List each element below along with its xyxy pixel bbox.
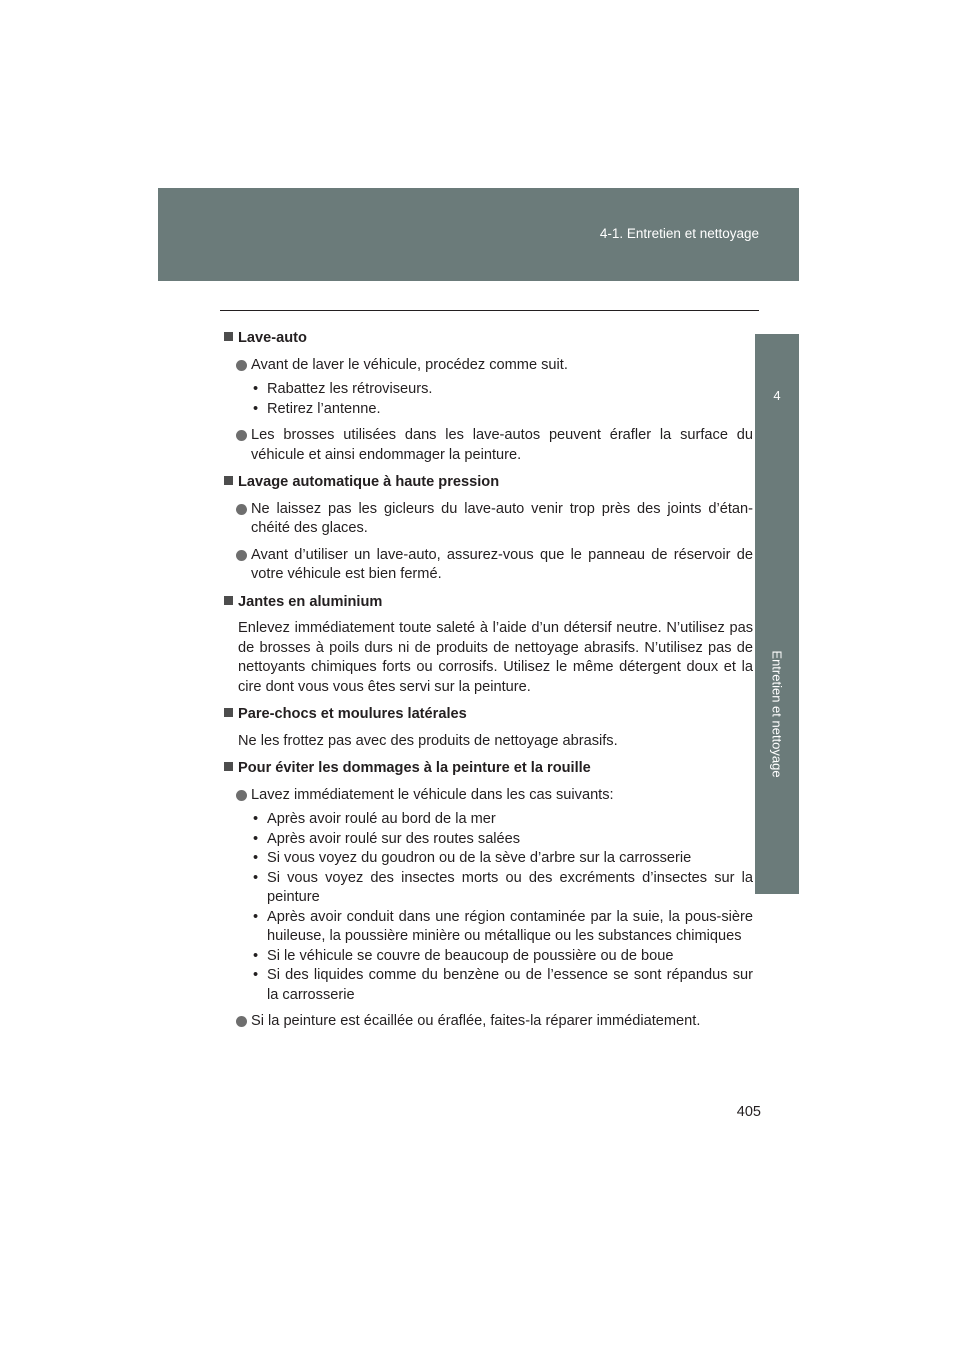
sub-list-item: • Rabattez les rétroviseurs. xyxy=(253,381,433,397)
page-content xyxy=(224,329,753,1040)
circle-bullet-item: Lavez immédiatement le véhicule dans les cas suivants: xyxy=(224,786,753,806)
chapter-title-vertical: Entretien et nettoyage xyxy=(769,650,785,778)
circle-bullet-icon xyxy=(236,430,247,441)
sub-list-item: • Si des liquides comme du benzène ou de l’essence se sont répandus sur la carrosserie xyxy=(253,967,753,1003)
section-dommages xyxy=(224,759,753,1032)
body-paragraph: Enlevez immédiatement toute saleté à l’aide d’un détersif neutre. N’utilisez pas de brosses à poils durs ni de produits de nettoyage abrasifs. N’utilisez pas de nettoyants chimiques forts ou corrosifs. Utilisez le même détergent doux et la cire dont vous vous êtes servi sur la peinture. xyxy=(238,620,753,695)
section-heading: Lavage automatique à haute pression xyxy=(224,473,753,493)
square-bullet-icon xyxy=(224,476,233,485)
sub-list-item: • Après avoir conduit dans une région contaminée par la suie, la pous-sière huileuse, la poussière minière ou métallique ou les substances chimiques xyxy=(253,908,753,944)
section-heading: Pare-chocs et moulures latérales xyxy=(224,705,753,725)
square-bullet-icon xyxy=(224,596,233,605)
sub-list-item: • Si le véhicule se couvre de beaucoup de poussière ou de boue xyxy=(253,947,674,964)
header-band xyxy=(158,188,799,281)
section-jantes xyxy=(224,593,753,698)
circle-bullet-item: Ne laissez pas les gicleurs du lave-auto venir trop près des joints d’étan-chéité des glaces. xyxy=(224,500,753,539)
sub-list-item: • Après avoir roulé au bord de la mer xyxy=(253,811,496,827)
sub-list-item: • Retirez l’antenne. xyxy=(253,400,381,417)
square-bullet-icon xyxy=(224,332,233,341)
sub-list-item: • Si vous voyez des insectes morts ou des excréments d’insectes sur la peinture xyxy=(253,869,753,905)
circle-bullet-item: Les brosses utilisées dans les lave-autos peuvent érafler la surface du véhicule et ainsi endommager la peinture. xyxy=(224,426,753,465)
body-paragraph: Ne les frottez pas avec des produits de nettoyage abrasifs. xyxy=(238,732,618,749)
section-heading: Jantes en aluminium xyxy=(224,593,753,613)
square-bullet-icon xyxy=(224,708,233,717)
section-lave-auto xyxy=(224,329,753,465)
section-title-header: 4-1. Entretien et nettoyage xyxy=(599,226,759,241)
sub-list xyxy=(224,810,753,1005)
section-heading: Pour éviter les dommages à la peinture et la rouille xyxy=(224,759,753,779)
sub-list xyxy=(224,380,753,419)
section-pare-chocs xyxy=(224,705,753,751)
chapter-number: 4 xyxy=(773,388,781,403)
sub-list-item: • Après avoir roulé sur des routes salées xyxy=(253,830,521,847)
circle-bullet-item: Avant de laver le véhicule, procédez comme suit. xyxy=(224,356,753,376)
circle-bullet-icon xyxy=(236,360,247,371)
section-heading: Lave-auto xyxy=(224,329,753,349)
page-number: 405 xyxy=(736,1104,761,1120)
sub-list-item: • Si vous voyez du goudron ou de la sève d’arbre sur la carrosserie xyxy=(253,850,692,866)
top-divider xyxy=(220,310,759,311)
circle-bullet-icon xyxy=(236,1016,247,1027)
circle-bullet-icon xyxy=(236,504,247,515)
circle-bullet-item: Si la peinture est écaillée ou éraflée, faites-la réparer immédiatement. xyxy=(224,1012,753,1032)
square-bullet-icon xyxy=(224,762,233,771)
chapter-side-tab xyxy=(755,334,799,894)
circle-bullet-icon xyxy=(236,790,247,801)
section-haute-pression xyxy=(224,473,753,585)
circle-bullet-item: Avant d’utiliser un lave-auto, assurez-vous que le panneau de réservoir de votre véhicule est bien fermé. xyxy=(224,546,753,585)
circle-bullet-icon xyxy=(236,550,247,561)
